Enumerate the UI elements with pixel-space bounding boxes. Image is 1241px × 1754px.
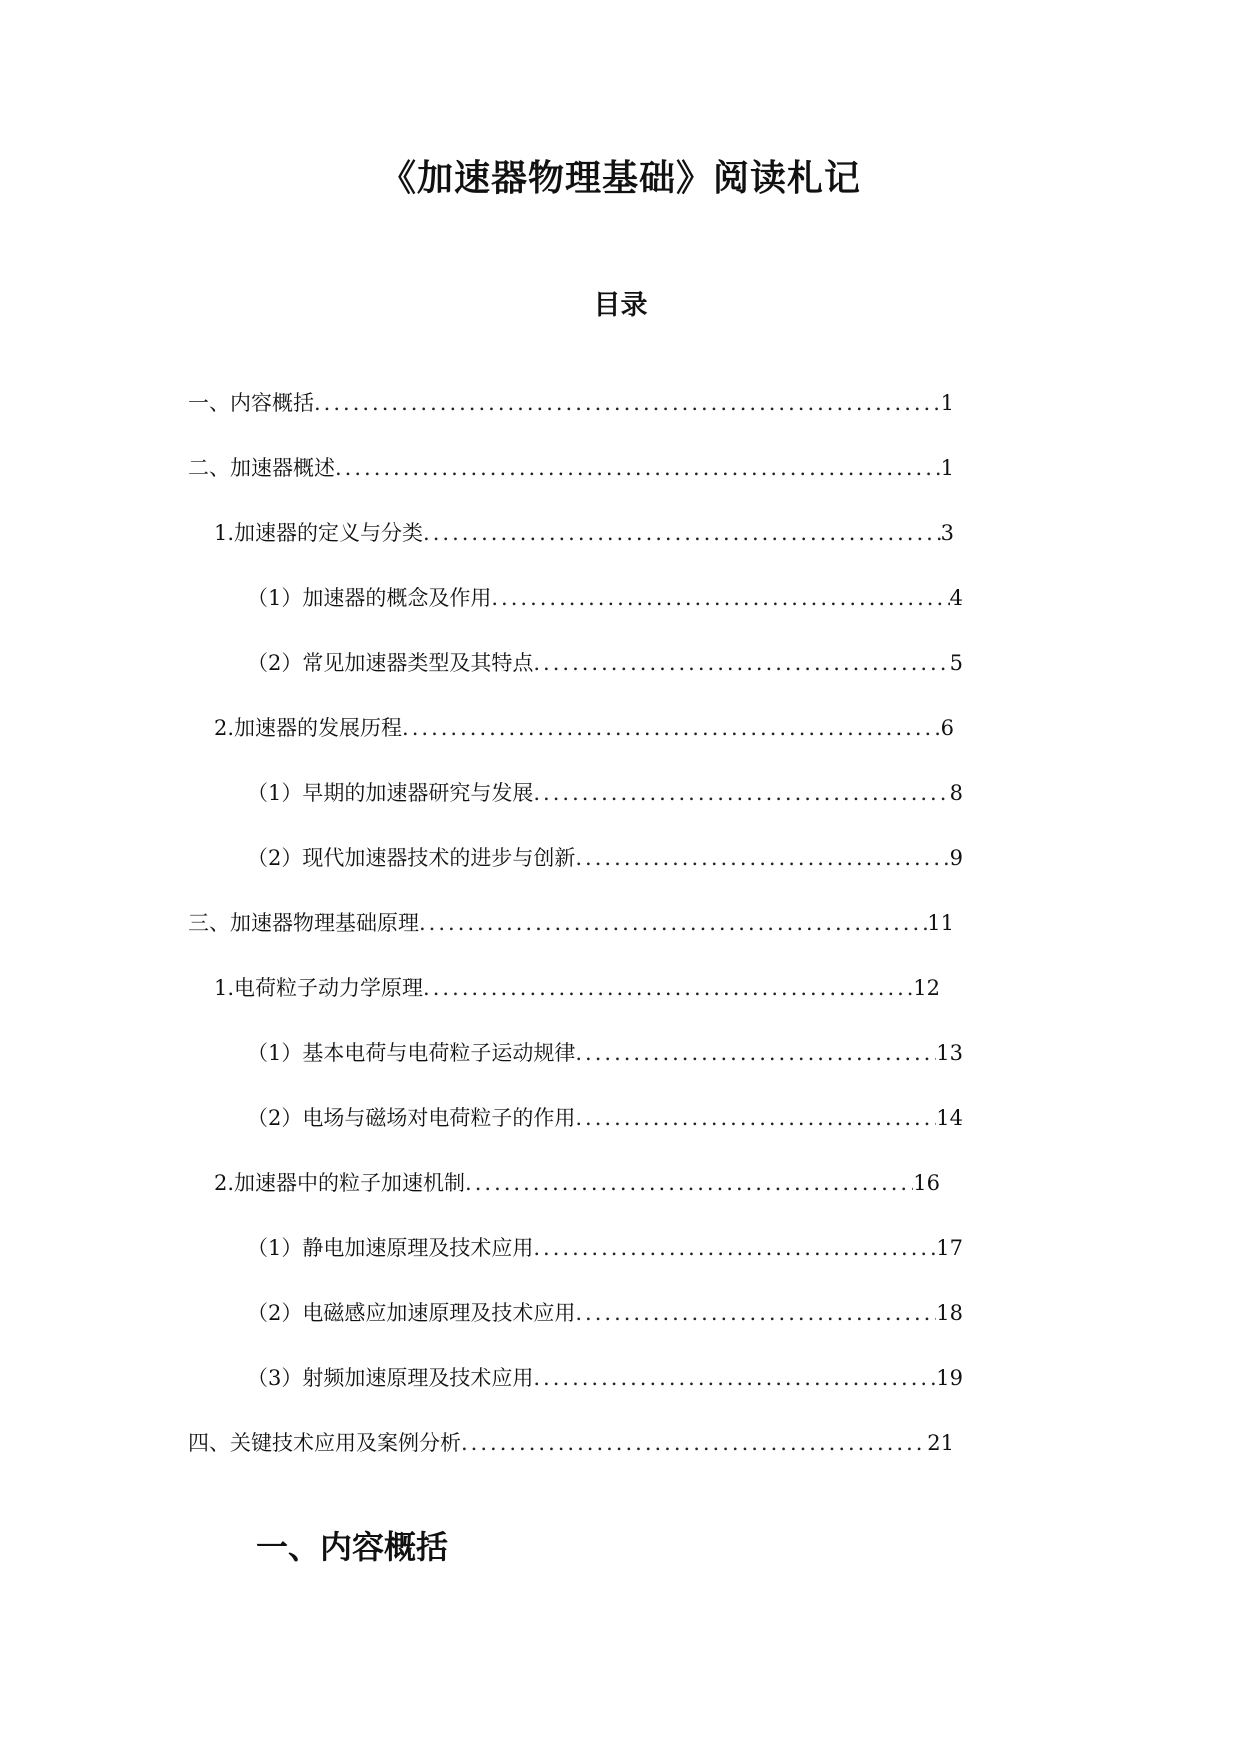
toc-entry-page: 16 xyxy=(913,1171,940,1195)
toc-entry[interactable] xyxy=(188,1428,954,1458)
toc-leader-dots xyxy=(335,453,941,483)
toc-entry[interactable] xyxy=(214,713,954,743)
toc-entry-label: （2）现代加速器技术的进步与创新 xyxy=(247,846,576,870)
toc-entry-page: 8 xyxy=(949,781,963,805)
toc-leader-dots xyxy=(575,1038,936,1068)
toc-leader-dots xyxy=(491,583,949,613)
toc-entry-number: 2. xyxy=(214,1171,235,1195)
toc-leader-dots xyxy=(533,648,949,678)
toc-entry-page: 1 xyxy=(940,456,954,480)
toc-entry[interactable] xyxy=(247,648,963,678)
toc-entry[interactable] xyxy=(247,1038,963,1068)
toc-entry-page: 17 xyxy=(936,1236,963,1260)
toc-leader-dots xyxy=(575,843,949,873)
toc-entry[interactable] xyxy=(214,1168,940,1198)
toc-entry-page: 3 xyxy=(940,521,954,545)
toc-entry[interactable] xyxy=(188,908,954,938)
toc-entry-label: 二、加速器概述 xyxy=(188,456,335,480)
toc-leader-dots xyxy=(461,1428,927,1458)
toc-entry[interactable] xyxy=(247,843,963,873)
toc-entry[interactable] xyxy=(188,388,954,418)
toc-entry[interactable] xyxy=(247,583,963,613)
toc-leader-dots xyxy=(533,778,949,808)
toc-entry-label: 三、加速器物理基础原理 xyxy=(188,911,419,935)
toc-leader-dots xyxy=(423,973,913,1003)
toc-entry-page: 6 xyxy=(940,716,954,740)
section-heading: 一、内容概括 xyxy=(256,1528,449,1566)
toc-entry[interactable] xyxy=(247,778,963,808)
toc-entry-page: 11 xyxy=(927,911,954,935)
toc-entry-page: 19 xyxy=(936,1366,963,1390)
toc-entry-page: 1 xyxy=(940,391,954,415)
toc-entry[interactable] xyxy=(247,1298,963,1328)
toc-entry[interactable] xyxy=(247,1233,963,1263)
toc-entry[interactable] xyxy=(214,518,954,548)
toc-leader-dots xyxy=(465,1168,913,1198)
toc-entry-label: 加速器中的粒子加速机制 xyxy=(234,1171,466,1195)
toc-entry-page: 18 xyxy=(936,1301,963,1325)
toc-entry-number: 2. xyxy=(214,716,235,740)
toc-entry-page: 4 xyxy=(949,586,963,610)
toc-leader-dots xyxy=(575,1103,936,1133)
toc-entry-label: （1）基本电荷与电荷粒子运动规律 xyxy=(247,1041,576,1065)
toc-leader-dots xyxy=(423,518,941,548)
toc-entry-page: 5 xyxy=(949,651,963,675)
toc-entry-label: 加速器的定义与分类 xyxy=(234,521,424,545)
toc-entry[interactable] xyxy=(247,1103,963,1133)
toc-leader-dots xyxy=(314,388,941,418)
toc-entry-label: （2）电场与磁场对电荷粒子的作用 xyxy=(247,1106,576,1130)
toc-entry-label: （1）静电加速原理及技术应用 xyxy=(247,1236,534,1260)
toc-entry-label: （2）电磁感应加速原理及技术应用 xyxy=(247,1301,576,1325)
toc-entry[interactable] xyxy=(214,973,940,1003)
toc-leader-dots xyxy=(402,713,941,743)
toc-entry[interactable] xyxy=(188,453,954,483)
toc-entry-number: 1. xyxy=(214,521,235,545)
toc-entry-label: （1）早期的加速器研究与发展 xyxy=(247,781,534,805)
toc-entry-page: 9 xyxy=(949,846,963,870)
toc-leader-dots xyxy=(533,1233,936,1263)
toc-entry-page: 21 xyxy=(927,1431,954,1455)
toc-entry-label: 四、关键技术应用及案例分析 xyxy=(188,1431,461,1455)
toc-entry-page: 12 xyxy=(913,976,940,1000)
toc-entry-page: 13 xyxy=(936,1041,963,1065)
toc-entry-label: （2）常见加速器类型及其特点 xyxy=(247,651,534,675)
toc-entry-label: 电荷粒子动力学原理 xyxy=(234,976,424,1000)
toc-entry-page: 14 xyxy=(936,1106,963,1130)
toc-entry-number: 1. xyxy=(214,976,235,1000)
toc-leader-dots xyxy=(419,908,927,938)
toc-entry-label: 一、内容概括 xyxy=(188,391,314,415)
toc-entry-label: （3）射频加速原理及技术应用 xyxy=(247,1366,534,1390)
toc-leader-dots xyxy=(575,1298,936,1328)
toc-leader-dots xyxy=(533,1363,936,1393)
toc-heading: 目录 xyxy=(593,290,648,321)
toc-entry[interactable] xyxy=(247,1363,963,1393)
document-title: 《加速器物理基础》阅读札记 xyxy=(379,157,861,199)
toc-entry-label: （1）加速器的概念及作用 xyxy=(247,586,492,610)
toc-entry-label: 加速器的发展历程 xyxy=(234,716,403,740)
